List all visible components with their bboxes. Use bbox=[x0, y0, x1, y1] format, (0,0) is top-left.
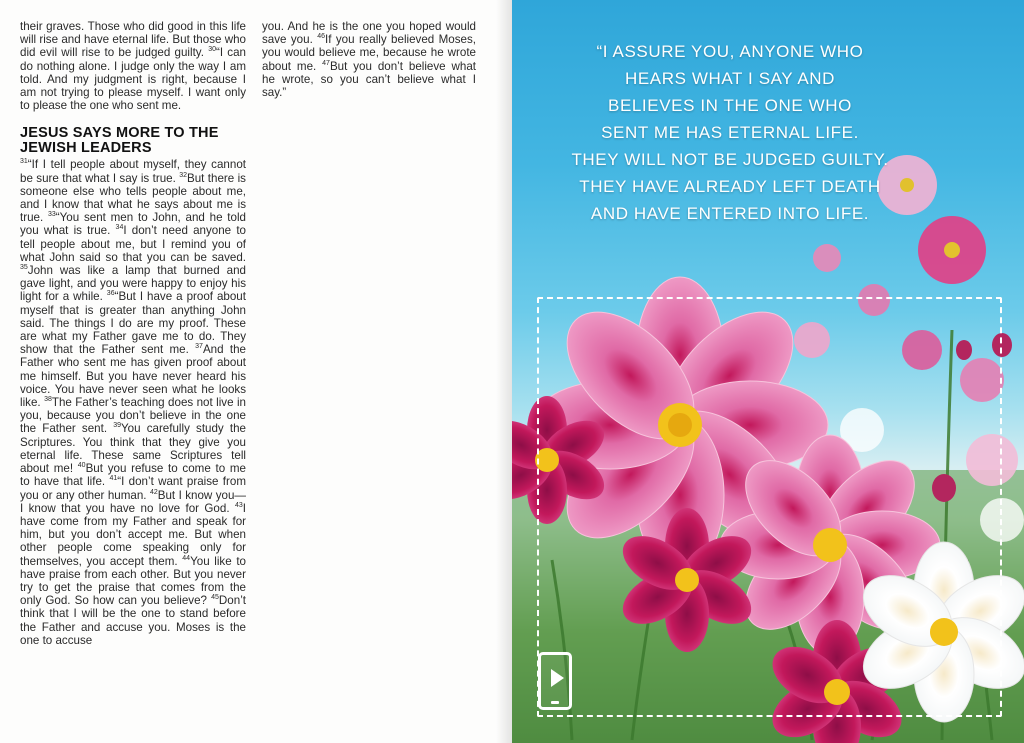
paragraph-verses-45-47: you. And he is the one you hoped would save you. $^{46}$If you really believed Moses, you would believe me, because he wrote about me. $^{47}$But you don’t believe what he wrote, so you can’t believe what I say.” bbox=[262, 20, 477, 100]
text-column-right bbox=[262, 20, 476, 99]
verse-number: 43 bbox=[234, 501, 243, 509]
scripture-quote bbox=[530, 38, 930, 227]
quote-line: BELIEVES IN THE ONE WHO bbox=[608, 96, 852, 115]
verse-number: 30 bbox=[208, 46, 216, 54]
verse-number: 32 bbox=[179, 171, 187, 179]
quote-line: “I ASSURE YOU, ANYONE WHO bbox=[596, 42, 864, 61]
paragraph-verse-29-30: their graves. Those who did good in this life will rise and have eternal life. But those who did evil will rise to be judged guilty. $^{30}$“I can do nothing alone. I judge only the way I am told. And my judgment is right, because I am not trying to please myself. I want only to please the one who sent me. bbox=[20, 20, 246, 113]
verse-number: 41 bbox=[109, 475, 118, 483]
verse-number: 42 bbox=[149, 488, 158, 496]
video-play-icon[interactable] bbox=[538, 652, 572, 710]
spine-shadow bbox=[496, 0, 512, 743]
section-heading: JESUS SAYS MORE TO THE JEWISH LEADERS bbox=[20, 125, 219, 157]
verse-number: 35 bbox=[20, 264, 28, 272]
text-column-left bbox=[20, 20, 246, 647]
quote-line: HEARS WHAT I SAY AND bbox=[624, 69, 836, 88]
verse-number: 44 bbox=[182, 554, 191, 562]
quote-line: THEY WILL NOT BE JUDGED GUILTY. bbox=[571, 150, 889, 169]
verse-number: 38 bbox=[44, 396, 52, 404]
verse-number: 36 bbox=[106, 290, 115, 298]
play-triangle-icon bbox=[551, 669, 564, 687]
verse-number: 31 bbox=[20, 158, 28, 166]
device-home-button bbox=[551, 701, 559, 704]
dashed-frame bbox=[537, 297, 1002, 717]
verse-number: 40 bbox=[77, 462, 86, 470]
verse-number: 33 bbox=[47, 211, 56, 219]
quote-line: THEY HAVE ALREADY LEFT DEATH bbox=[579, 177, 881, 196]
quote-line: AND HAVE ENTERED INTO LIFE. bbox=[590, 204, 870, 223]
verse-number: 37 bbox=[195, 343, 203, 351]
verse-number: 46 bbox=[317, 33, 326, 41]
verse-number: 47 bbox=[322, 59, 330, 67]
paragraph-verses-31-45: $^{31}$“If I tell people about myself, they cannot be sure that what I say is true. $^{32}$But there is someone else who tells people about me, and I know that what he says about me is true. $^{33}$“You sent men to John, and he told you what is true. $^{34}$I don’t need anyone to tell people about me, but I remind you of what John said so that you can be saved. $^{35}$John was like a lamp that burned and gave light, and you were happy to enjoy his light for a while. $^{36}$“But I have a proof about myself that is greater than anything John said. The things I do are my proof. These are what my Father gave me to do. They show that the Father sent me. $^{37}$And the Father who sent me has given proof about me himself. But you have never heard his voice. You have never seen what he looks like. $^{38}$The Father’s teaching does not live in you, because you don’t believe in the one the Father sent. $^{39}$You carefully study the Scriptures. You think that they give you eternal life. These same Scriptures tell about me! $^{40}$But you refuse to come to me to have that life. $^{41}$“I don’t want praise from you or any other human. $^{42}$But I know you—I know that you have no love for God. $^{43}$I have come from my Father and speak for him, but you don’t accept me. But when other people come speaking only for themselves, you accept them. $^{44}$You like to have praise from each other. But you never try to get the praise that comes from the only God. So how can you believe? $^{45}$Don’t think that I will be the one to stand before the Father and accuse you. Moses is the one to accuse bbox=[20, 158, 246, 647]
quote-line: SENT ME HAS ETERNAL LIFE. bbox=[601, 123, 859, 142]
verse-number: 34 bbox=[115, 224, 124, 232]
verse-number: 45 bbox=[211, 594, 219, 602]
verse-number: 39 bbox=[113, 422, 121, 430]
right-page bbox=[512, 0, 1024, 743]
